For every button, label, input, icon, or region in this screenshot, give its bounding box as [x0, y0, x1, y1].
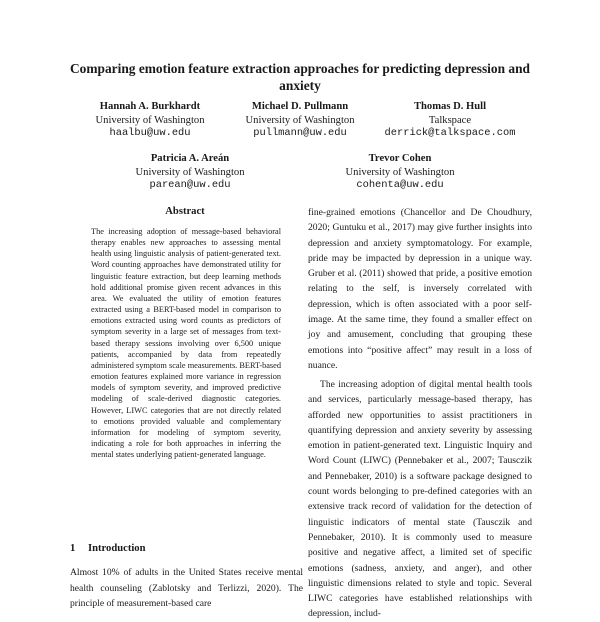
author-affiliation: Talkspace	[428, 114, 472, 126]
author-affiliation: University of Washington	[95, 114, 205, 126]
intro-paragraph: Almost 10% of adults in the United States receive mental health counseling (Zablotsky and Terlizzi, 2020). The principle of measurement-based care	[70, 567, 303, 609]
section-number: 1	[70, 543, 76, 554]
author-email: parean@uw.edu	[149, 179, 231, 191]
author-block	[225, 100, 375, 141]
author-affiliation: University of Washington	[245, 114, 355, 126]
author-name: Thomas D. Hull	[413, 101, 487, 112]
author-name: Patricia A. Areán	[150, 153, 230, 164]
author-block	[80, 100, 220, 141]
right-column-paragraph: fine-grained emotions (Chancellor and De Choudhury, 2020; Guntuku et al., 2017) may give further insights into depression and anxiety symptomatology. For example, pride may be impacted by depression in a unique way. Gruber et al. (2011) showed that pride, a positive emotion relating to the self, is inversely correlated with depression, which is often associated with a poor self-image. At the same time, they found a smaller effect on joy and amusement, concluding that grouping these emotions into “positive affect” may result in a loss of nuance.	[308, 207, 532, 371]
section-heading	[70, 543, 146, 554]
author-name: Hannah A. Burkhardt	[99, 101, 201, 112]
author-email: haalbu@uw.edu	[109, 127, 191, 139]
author-name: Michael D. Pullmann	[251, 101, 349, 112]
author-email: pullmann@uw.edu	[253, 127, 347, 139]
author-name: Trevor Cohen	[368, 153, 432, 164]
author-affiliation: University of Washington	[135, 166, 245, 178]
right-column-paragraph: The increasing adoption of digital mental health tools and services, particularly message-based therapy, has afforded new opportunities to assist practitioners in quantifying depression and anxiety severity by assessing emotion in patient-generated text. Linguistic Inquiry and Word Count (LIWC) (Pennebaker et al., 2007; Tausczik and Pennebaker, 2010) is a software package designed to count words belonging to pre-defined categories with an extensive track record of validation for the detection of linguistic indicators of mental state (Tausczik and Pennebaker, 2010). It is commonly used to measure positive and negative affect, a limited set of specific emotions (sadness, anxiety, and anger), and other linguistic dimensions related to style and topic. Several LIWC categories have established relationships with depression, includ-	[308, 379, 532, 620]
author-block	[330, 152, 470, 193]
abstract-heading: Abstract	[165, 206, 205, 217]
author-email: cohenta@uw.edu	[356, 179, 444, 191]
paper-title: Comparing emotion feature extraction approaches for predicting depression and anxiety	[70, 61, 530, 93]
author-email: derrick@talkspace.com	[384, 127, 516, 139]
author-block	[370, 100, 530, 141]
section-title: Introduction	[88, 543, 146, 554]
author-affiliation: University of Washington	[345, 166, 455, 178]
abstract-text: The increasing adoption of message-based behavioral therapy enables new approaches to assessing mental health using linguistic analysis of patient-generated text. Word counting approaches have demonstrated utility for linguistic feature extraction, but deep learning methods hold additional promise given recent advances in this area. We evaluated the utility of emotion features extracted using a BERT-based model in comparison to emotions extracted using word counts as predictors of symptom severity in a large set of messages from text-based therapy sessions involving over 6,500 unique patients, accompanied by data from repeatedly administered symptom scale measurements. BERT-based emotion features explained more variance in regression models of symptom severity, and improved predictive modeling of scale-derived diagnostic categories. However, LIWC categories that are not directly related to emotions provided valuable and complementary information for modeling of symptom severity, indicating a role for both approaches in inferring the mental states underlying patient-generated language.	[91, 227, 281, 460]
author-block	[120, 152, 260, 193]
